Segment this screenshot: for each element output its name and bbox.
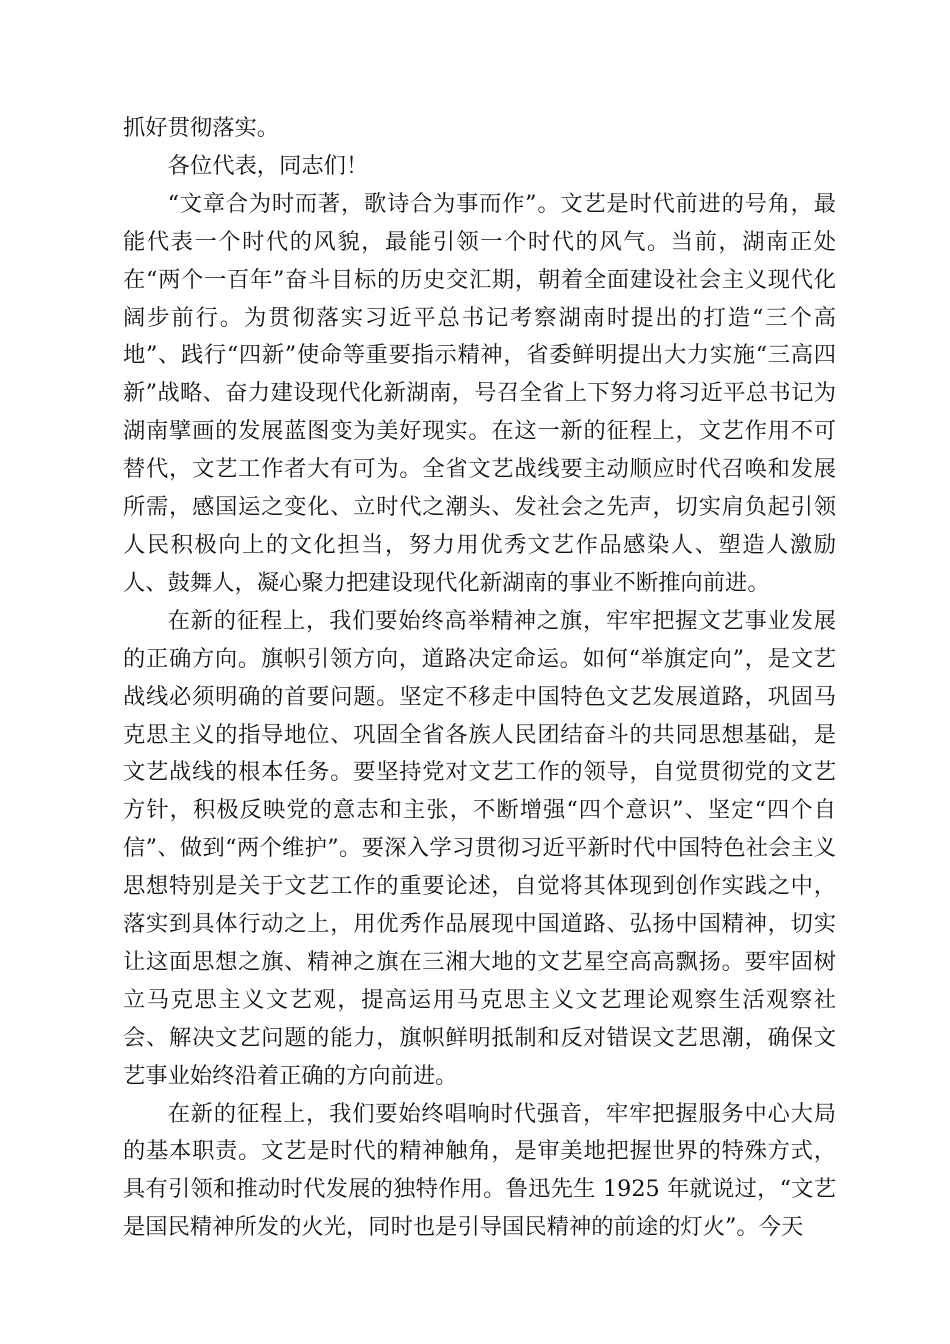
document-page xyxy=(123,110,836,1247)
paragraph-era-call: “文章合为时而著，歌诗合为事而作”。文艺是时代前进的号角，最能代表一个时代的风貌，最能引领一个时代的风气。当前，湖南正处在“两个一百年”奋斗目标的历史交汇期，朝着全面建设社会主义现代化阔步前行。为贯彻落实习近平总书记考察湖南时提出的打造“三个高地”、践行“四新”使命等重要指示精神，省委鲜明提出大力实施“三高四新”战略、奋力建设现代化新湖南，号召全省上下努力将习近平总书记为湖南擘画的发展蓝图变为美好现实。在这一新的征程上，文艺作用不可替代，文艺工作者大有可为。全省文艺战线要主动顺应时代召唤和发展所需，感国运之变化、立时代之潮头、发社会之先声，切实肩负起引领人民积极向上的文化担当，努力用优秀文艺作品感染人、塑造人激励人、鼓舞人，凝心聚力把建设现代化新湖南的事业不断推向前进。 xyxy=(123,190,836,596)
paragraph-voice-of-times: 在新的征程上，我们要始终唱响时代强音，牢牢把握服务中心大局的基本职责。文艺是时代的精神触角，是审美地把握世界的特殊方式，具有引领和推动时代发展的独特作用。鲁迅先生 1925 年就说过，“文艺是国民精神所发的火光，同时也是引导国民精神的前途的灯火”。今天 xyxy=(123,1100,836,1241)
paragraph-salutation: 各位代表，同志们！ xyxy=(167,152,369,179)
paragraph-raise-banner: 在新的征程上，我们要始终高举精神之旗，牢牢把握文艺事业发展的正确方向。旗帜引领方向，道路决定命运。如何“举旗定向”，是文艺战线必须明确的首要问题。坚定不移走中国特色文艺发展道路，巩固马克思主义的指导地位、巩固全省各族人民团结奋斗的共同思想基础，是文艺战线的根本任务。要坚持党对文艺工作的领导，自觉贯彻党的文艺方针，积极反映党的意志和主张，不断增强“四个意识”、坚定“四个自信”、做到“两个维护”。要深入学习贯彻习近平新时代中国特色社会主义思想特别是关于文艺工作的重要论述，自觉将其体现到创作实践之中，落实到具体行动之上，用优秀作品展现中国道路、弘扬中国精神，切实让这面思想之旗、精神之旗在三湘大地的文艺星空高高飘扬。要牢固树立马克思主义文艺观，提高运用马克思主义文艺理论观察生活观察社会、解决文艺问题的能力，旗帜鲜明抵制和反对错误文艺思潮，确保文艺事业始终沿着正确的方向前进。 xyxy=(123,607,836,1089)
paragraph-continuation: 抓好贯彻落实。 xyxy=(123,115,280,141)
